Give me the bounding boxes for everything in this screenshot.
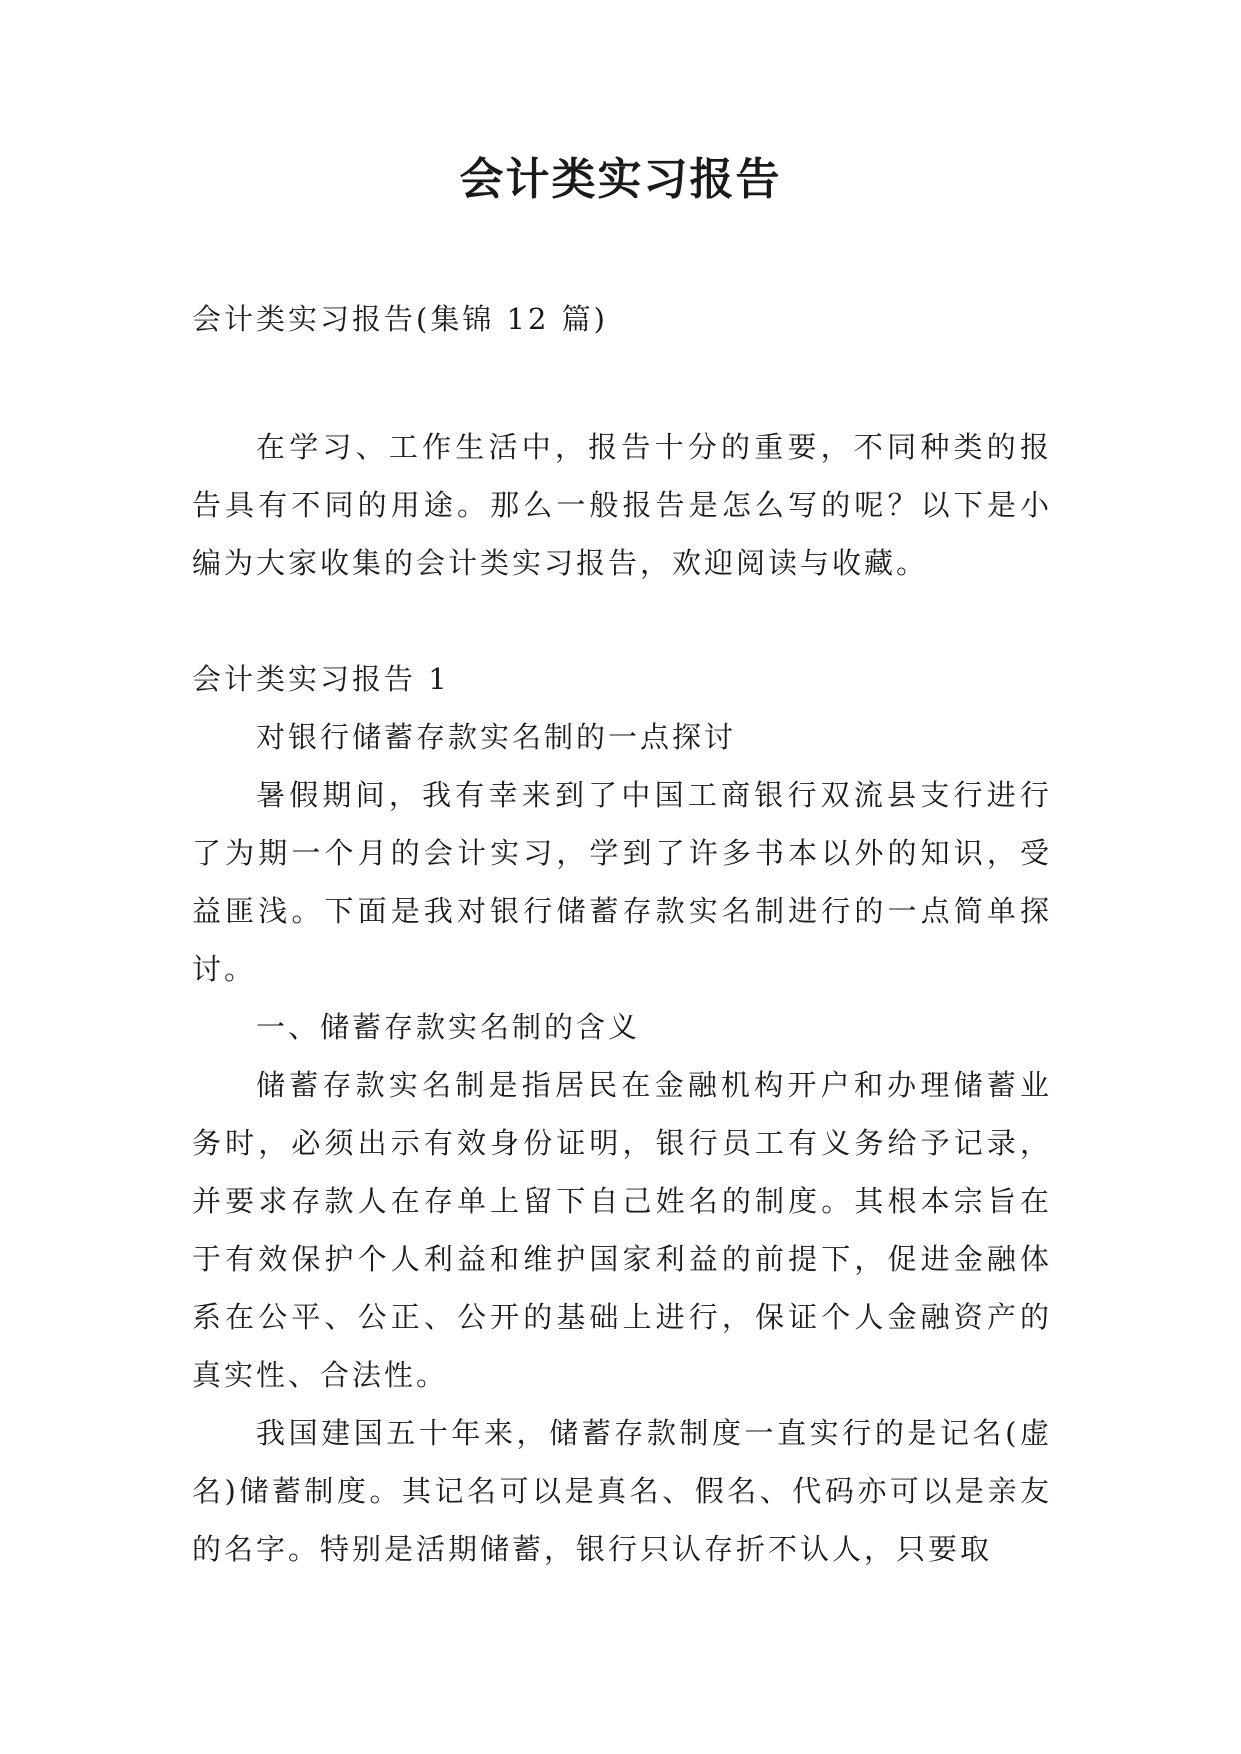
section-heading: 会计类实习报告 1 [192, 662, 450, 696]
page-title: 会计类实习报告 [459, 154, 782, 205]
document-body [192, 290, 1052, 1578]
body-paragraph: 我国建国五十年来，储蓄存款制度一直实行的是记名(虚名)储蓄制度。其记名可以是真名、假名、代码亦可以是亲友的名字。特别是活期储蓄，银行只认存折不认人，只要取 [192, 1416, 1052, 1566]
body-paragraph: 储蓄存款实名制是指居民在金融机构开户和办理储蓄业务时，必须出示有效身份证明，银行员工有义务给予记录，并要求存款人在存单上留下自己姓名的制度。其根本宗旨在于有效保护个人利益和维护国家利益的前提下，促进金融体系在公平、公正、公开的基础上进行，保证个人金融资产的真实性、合法性。 [192, 1068, 1052, 1392]
spacer [192, 592, 1052, 650]
body-paragraph: 暑假期间，我有幸来到了中国工商银行双流县支行进行了为期一个月的会计实习，学到了许多书本以外的知识，受益匪浅。下面是我对银行储蓄存款实名制进行的一点简单探讨。 [192, 778, 1052, 986]
subheading: 一、储蓄存款实名制的含义 [256, 1010, 641, 1044]
intro-paragraph: 在学习、工作生活中，报告十分的重要，不同种类的报告具有不同的用途。那么一般报告是怎么写的呢？以下是小编为大家收集的会计类实习报告，欢迎阅读与收藏。 [192, 430, 1052, 580]
spacer [192, 348, 1052, 418]
section-topic: 对银行储蓄存款实名制的一点探讨 [256, 720, 737, 754]
document-subtitle: 会计类实习报告(集锦 12 篇) [192, 302, 608, 336]
